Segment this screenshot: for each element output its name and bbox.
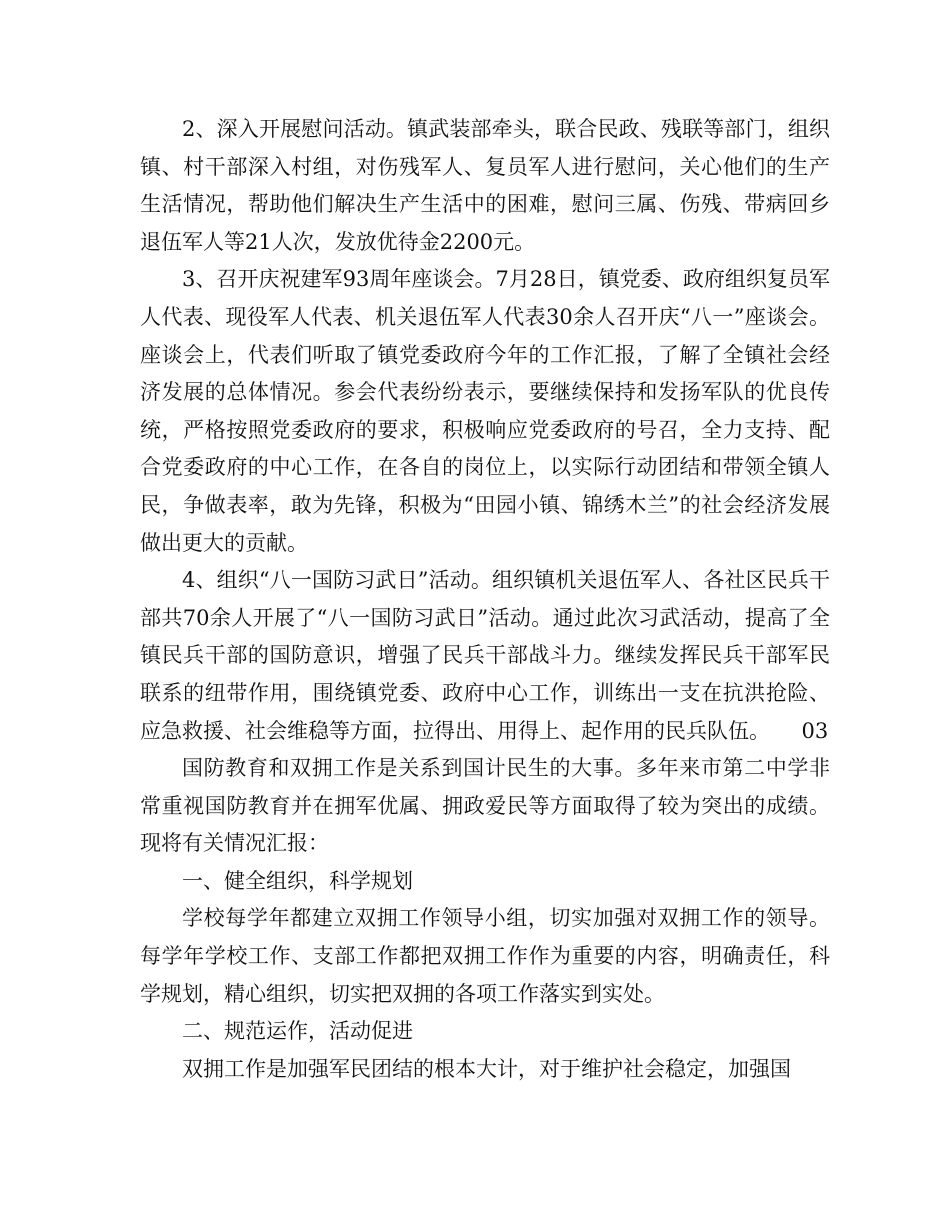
paragraph-intro-national-defense: 国防教育和双拥工作是关系到国计民生的大事。多年来市第二中学非常重视国防教育并在拥军优属、拥政爱民等方面取得了较为突出的成绩。现将有关情况汇报： bbox=[140, 756, 830, 856]
paragraph-item-4-martial-training-day: 4、组织“八一国防习武日”活动。组织镇机关退伍军人、各社区民兵干部共70余人开展了“八一国防习武日”活动。通过此次习武活动，提高了全镇民兵干部的国防意识，增强了民兵干部战斗力。继续发挥民兵干部军民联系的纽带作用，围绕镇党委、政府中心工作，训练出一支在抗洪抢险、应急救援、社会维稳等方面，拉得出、用得上、起作用的民兵队伍。 03 bbox=[140, 568, 830, 743]
section-heading-1: 一、健全组织，科学规划 bbox=[182, 868, 413, 893]
paragraph-item-3-army-day-forum: 3、召开庆祝建军93周年座谈会。7月28日，镇党委、政府组织复员军人代表、现役军人代表、机关退伍军人代表30余人召开庆“八一”座谈会。座谈会上，代表们听取了镇党委政府今年的工作汇报，了解了全镇社会经济发展的总体情况。参会代表纷纷表示，要继续保持和发扬军队的优良传统，严格按照党委政府的要求，积极响应党委政府的号召，全力支持、配合党委政府的中心工作，在各自的岗位上，以实际行动团结和带领全镇人民，争做表率，敢为先锋，积极为“田园小镇、锦绣木兰”的社会经济发展做出更大的贡献。 bbox=[140, 267, 830, 555]
document-body bbox=[140, 111, 830, 1088]
section-heading-2: 二、规范运作，活动促进 bbox=[182, 1019, 413, 1044]
paragraph-organization-planning: 学校每学年都建立双拥工作领导小组，切实加强对双拥工作的领导。每学年学校工作、支部工作都把双拥工作作为重要的内容，明确责任，科学规划，精心组织，切实把双拥的各项工作落实到实处。 bbox=[140, 906, 830, 1006]
paragraph-item-2-condolence-visits: 2、深入开展慰问活动。镇武装部牵头，联合民政、残联等部门，组织镇、村干部深入村组，对伤残军人、复员军人进行慰问，关心他们的生产生活情况，帮助他们解决生产生活中的困难，慰问三属、伤残、带病回乡退伍军人等21人次，发放优待金2200元。 bbox=[140, 117, 830, 254]
paragraph-military-civil-unity: 双拥工作是加强军民团结的根本大计，对于维护社会稳定，加强国 bbox=[182, 1056, 791, 1081]
